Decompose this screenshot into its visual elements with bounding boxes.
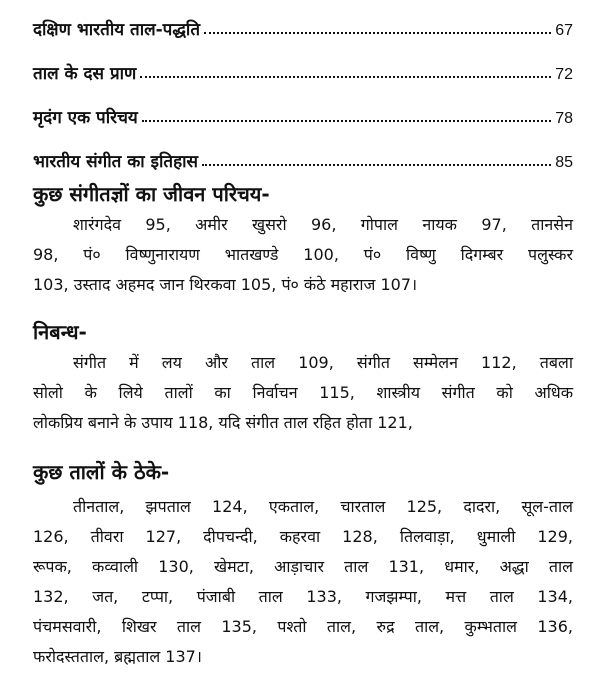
toc-entry [33,138,573,172]
section-heading: निबन्ध- [33,320,87,344]
toc-dot-leader [140,76,551,78]
section-body [33,492,573,672]
body-line: 98, पं० विष्णुनारायण भातखण्डे 100, पं० विष्णु दिगम्बर पलुस्कर [33,245,573,264]
body-line: 126, तीवरा 127, दीपचन्दी, कहरवा 128, तिलवाड़ा, धुमाली 129, [33,527,573,546]
toc-dot-leader [202,164,551,166]
toc-entry [33,6,573,40]
body-line: शारंगदेव 95, अमीर खुसरो 96, गोपाल नायक 97, तानसेन [73,215,573,234]
section-heading: कुछ संगीतज्ञों का जीवन परिचय- [33,182,270,206]
toc-entry [33,94,573,128]
body-line: तीनताल, झपताल 124, एकताल, चारताल 125, दादरा, सूल-ताल [73,497,573,516]
toc-entry-title: दक्षिण भारतीय ताल-पद्धति [33,20,201,40]
toc-entry-page: 85 [555,154,573,171]
body-line: रूपक, कव्वाली 130, खेमटा, आड़ाचार ताल 131, धमार, अद्धा ताल [33,557,573,576]
body-line: 103, उस्ताद अहमद जान थिरकवा 105, पं० कंठे महाराज 107। [33,275,418,294]
toc-entry-title: ताल के दस प्राण [33,64,137,84]
section-body [33,348,573,438]
toc-entry-page: 72 [555,66,573,83]
body-line: लोकप्रिय बनाने के उपाय 118, यदि संगीत ताल रहित होता 121, [33,413,413,432]
toc-entry-title: भारतीय संगीत का इतिहास [33,152,198,172]
section-heading: कुछ तालों के ठेके- [33,460,170,484]
toc-dot-leader [142,120,551,122]
body-line: 132, जत, टप्पा, पंजाबी ताल 133, गजझम्पा, मत्त ताल 134, [33,587,573,606]
body-line: सोलो के लिये तालों का निर्वाचन 115, शास्त्रीय संगीत को अधिक [33,383,573,402]
toc-entry [33,50,573,84]
section-body [33,210,573,300]
toc-dot-leader [204,32,551,34]
toc-entry-title: मृदंग एक परिचय [33,108,138,128]
body-line: पंचमसवारी, शिखर ताल 135, पश्तो ताल, रुद्र ताल, कुम्भताल 136, [33,617,573,636]
body-line: संगीत में लय और ताल 109, संगीत सम्मेलन 112, तबला [73,353,573,372]
toc-entry-page: 67 [555,22,573,39]
body-line: फरोदस्तताल, ब्रह्मताल 137। [33,647,202,666]
toc-entry-page: 78 [555,110,573,127]
